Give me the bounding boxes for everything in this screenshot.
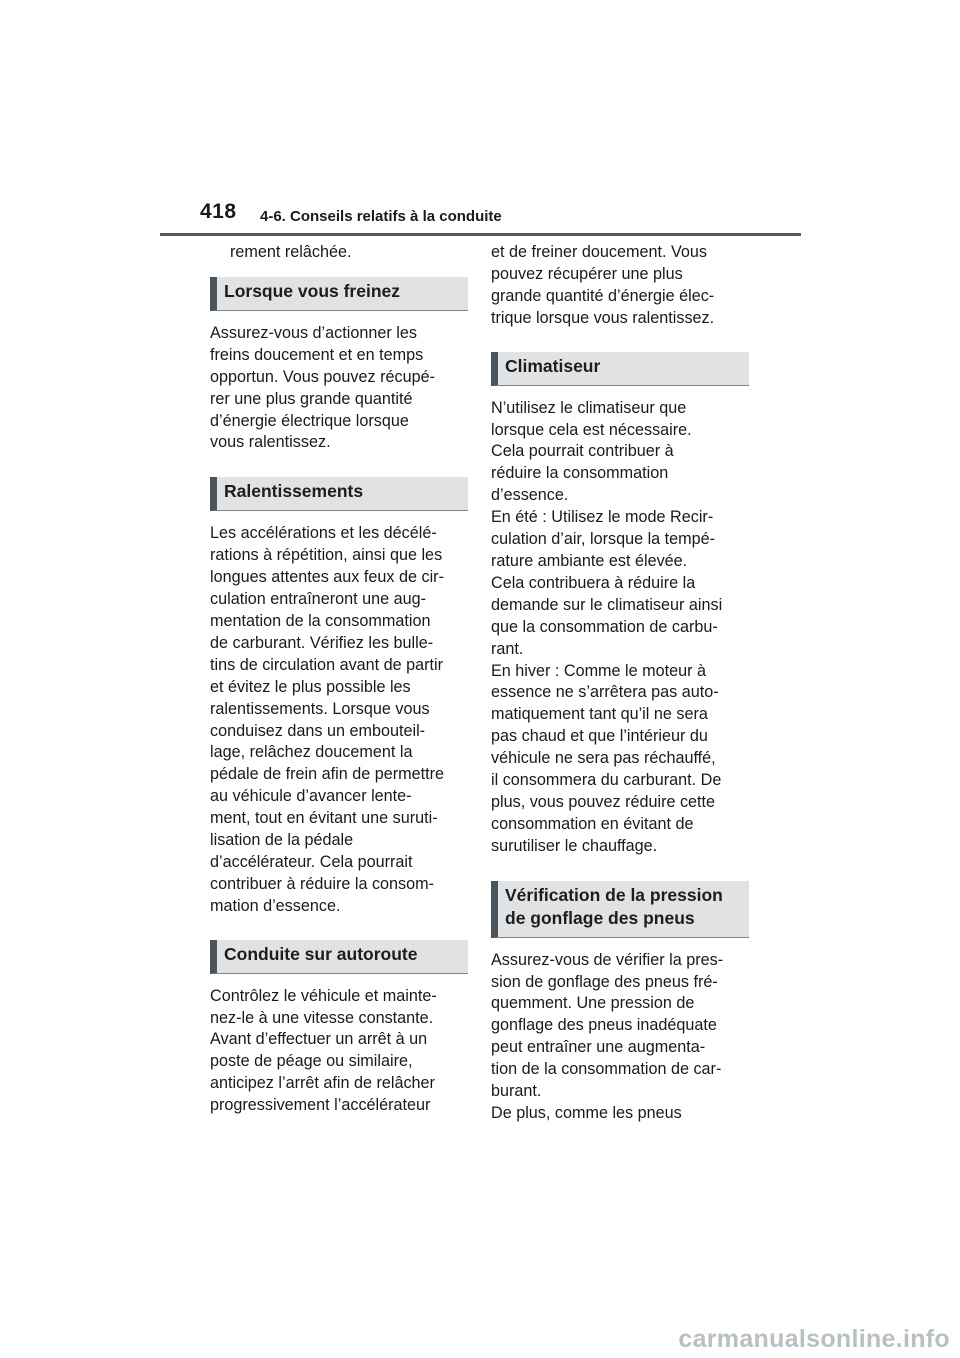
watermark: carmanualsonline.info [678,1325,950,1353]
page-number: 418 [200,200,237,223]
right-column [491,240,749,1125]
paragraph-braking: Assurez-vous d’actionner les freins doucement et en temps opportun. Vous pouvez récupé- rer une plus grande quantité d’énergie électrique lorsque vous ralentissez. [210,323,435,452]
paragraph-tire-pressure: Assurez-vous de vérifier la pres- sion de gonflage des pneus fré- quemment. Une pression de gonflage des pneus inadéquate peut entraîner une augmenta- tion de la consommation de car- burant. De plus, comme les pneus [491,950,724,1122]
continued-text: rement relâchée. [230,243,352,261]
heading-highway: Conduite sur autoroute [210,940,468,974]
continued-text: et de freiner doucement. Vous pouvez récupérer une plus grande quantité d’énergie élec- trique lorsque vous ralentissez. [491,243,715,327]
heading-slowdowns: Ralentissements [210,477,468,511]
heading-braking: Lorsque vous freinez [210,277,468,311]
heading-tire-pressure: Vérification de la pression de gonflage des pneus [491,881,749,938]
header-rule [160,233,801,236]
heading-air-conditioning: Climatiseur [491,352,749,386]
paragraph-air-conditioning: N’utilisez le climatiseur que lorsque cela est nécessaire. Cela pourrait contribuer à réduire la consommation d’essence. En été : Utilisez le mode Recir- culation d’air, lorsque la tempé- rature ambiante est élevée. Cela contribuera à réduire la demande sur le climatiseur ainsi que la consommation de carbu- rant. En hiver : Comme le moteur à essence ne s’arrêtera pas auto- matiquement tant qu’il ne sera pas chaud et que l’intérieur du véhicule ne sera pas réchauffé, il consommera du carburant. De plus, vous pouvez réduire cette consommation en évitant de surutiliser le chauffage. [491,398,723,855]
left-column [210,240,468,1117]
paragraph-highway: Contrôlez le véhicule et mainte- nez-le à une vitesse constante. Avant d’effectuer un arrêt à un poste de péage ou similaire, anticipez l’arrêt afin de relâcher progressivement l’accélérateur [210,986,437,1115]
paragraph-slowdowns: Les accélérations et les décélé- rations à répétition, ainsi que les longues attentes aux feux de cir- culation entraîneront une aug- mentation de la consommation de carburant. Vérifiez les bulle- tins de circulation avant de partir et évitez le plus possible les ralentissements. Lorsque vous conduisez dans un embouteil- lage, relâchez doucement la pédale de frein afin de permettre au véhicule d’avancer lente- ment, tout en évitant une suruti- lisation de la pédale d’accélérateur. Cela pourrait contribuer à réduire la consom- mation d’essence. [210,524,444,915]
section-title: 4-6. Conseils relatifs à la conduite [260,208,502,225]
